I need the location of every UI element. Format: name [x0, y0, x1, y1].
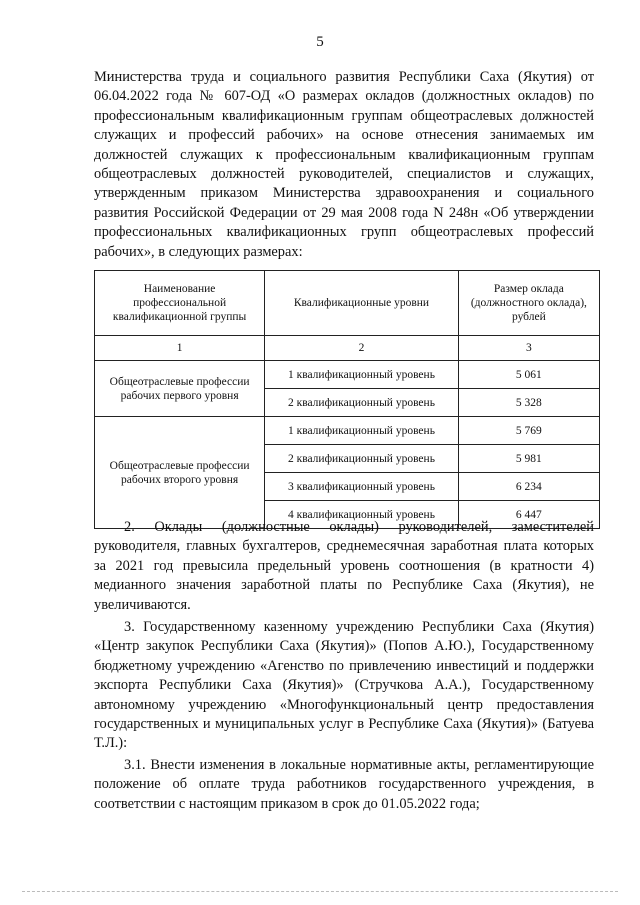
- level-cell: 3 квалификационный уровень: [265, 473, 459, 501]
- level-cell: 1 квалификационный уровень: [265, 417, 459, 445]
- column-number: 1: [95, 336, 265, 361]
- salary-cell: 6 447: [458, 501, 599, 529]
- salary-cell: 5 981: [458, 445, 599, 473]
- salary-cell: 6 234: [458, 473, 599, 501]
- salary-cell: 5 769: [458, 417, 599, 445]
- salary-cell: 5 061: [458, 361, 599, 389]
- level-cell: 1 квалификационный уровень: [265, 361, 459, 389]
- column-number: 2: [265, 336, 459, 361]
- level-cell: 4 квалификационный уровень: [265, 501, 459, 529]
- header-salary: Размер оклада (должностного оклада), рублей: [458, 271, 599, 336]
- salary-table: [94, 270, 600, 529]
- salary-cell: 5 328: [458, 389, 599, 417]
- header-group: Наименование профессиональной квалификационной группы: [95, 271, 265, 336]
- intro-paragraph: Министерства труда и социального развития Республики Саха (Якутия) от 06.04.2022 года № 607-ОД «О размерах окладов (должностных окладов) по профессиональным квалификационным группам общеотраслевых должностей служащих и профессий рабочих» на основе отнесения занимаемых им должностей служащих к профессиональным квалификационным группам общеотраслевых должностей руководителей, специалистов и служащих, утвержденным приказом Министерства здравоохранения и социального развития Российской Федерации от 29 мая 2008 года N 248н «Об утверждении профессиональных квалификационных групп общеотраслевых профессий рабочих», в следующих размерах:: [94, 69, 594, 260]
- column-number: 3: [458, 336, 599, 361]
- paragraph-2: 2. Оклады (должностные оклады) руководителей, заместителей руководителя, главных бухгалтеров, среднемесячная заработная плата которых за 2021 год превысила предельный уровень соотношения (в кратности 4) медианного значения заработной платы по Республике Саха (Якутия), не увеличиваются.: [94, 519, 594, 613]
- header-level: Квалификационные уровни: [265, 271, 459, 336]
- table-row: [95, 417, 600, 445]
- column-number-row: [95, 336, 600, 361]
- group-name: Общеотраслевые профессии рабочих первого уровня: [95, 361, 265, 417]
- table-row: [95, 361, 600, 389]
- paragraph-3: 3. Государственному казенному учреждению Республики Саха (Якутия) «Центр закупок Республики Саха (Якутия)» (Попов А.Ю.), Государственному бюджетному учреждению «Агенство по привлечению инвестиций и поддержки экспорта Республики Саха (Якутия)» (Стручкова А.А.), Государственному автономному учреждению «Многофункциональный центр предоставления государственных и муниципальных услуг в Республике Саха (Якутия)» (Батуева Т.Л.):: [94, 619, 594, 752]
- table-header-row: [95, 271, 600, 336]
- paragraph-3-1: 3.1. Внести изменения в локальные нормативные акты, регламентирующие положение об оплате труда работников государственного учреждения, в соответствии с настоящим приказом в срок до 01.05.2022 года;: [94, 757, 594, 812]
- group-name: Общеотраслевые профессии рабочих второго уровня: [95, 417, 265, 529]
- level-cell: 2 квалификационный уровень: [265, 389, 459, 417]
- level-cell: 2 квалификационный уровень: [265, 445, 459, 473]
- page-number: 5: [316, 34, 324, 50]
- page-bottom-divider: [22, 891, 618, 892]
